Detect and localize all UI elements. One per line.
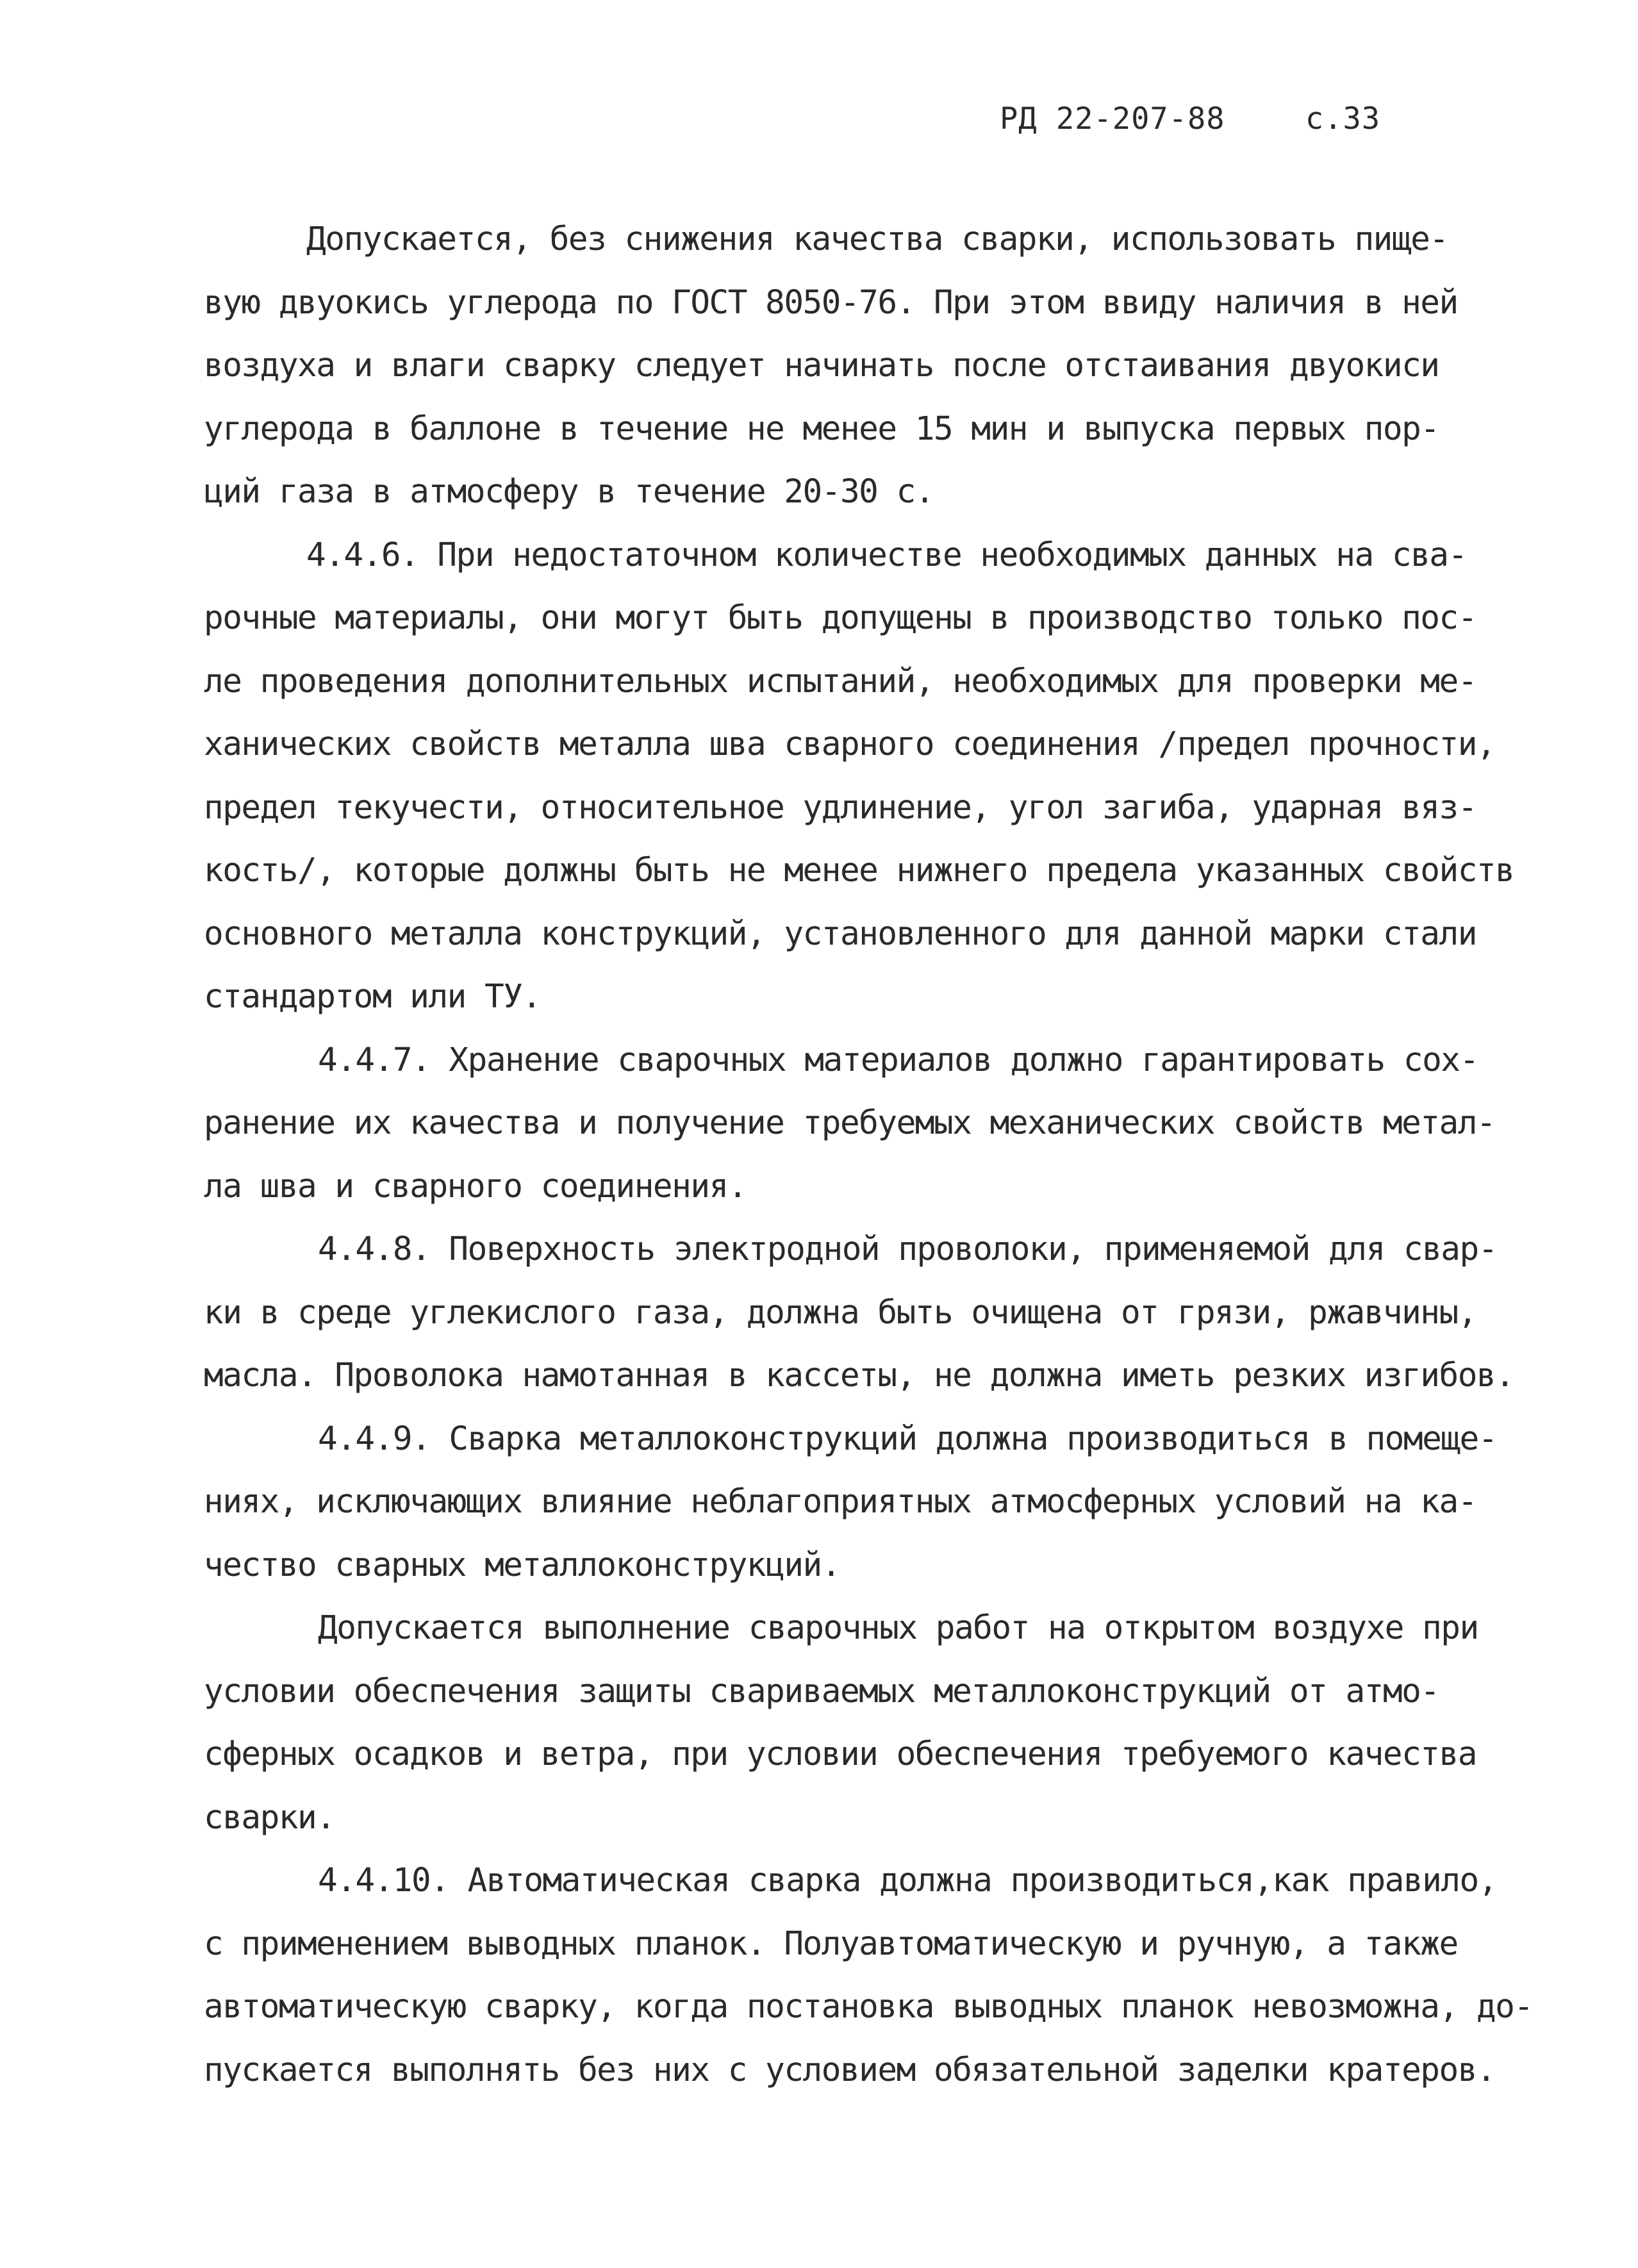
page-number: с.33	[1305, 101, 1381, 137]
text-line: кость/, которые должны быть не менее нижнего предела указанных свойств	[204, 852, 1514, 890]
text-line: стандартом или ТУ.	[204, 978, 541, 1016]
text-line: с применением выводных планок. Полуавтоматическую и ручную, а также	[204, 1924, 1458, 1963]
text-line: основного металла конструкций, установленного для данной марки стали	[204, 915, 1477, 953]
text-line: вую двуокись углерода по ГОСТ 8050-76. При этом ввиду наличия в ней	[204, 283, 1458, 322]
text-line: ниях, исключающих влияние неблагоприятных атмосферных условий на ка-	[204, 1483, 1477, 1521]
text-line: автоматическую сварку, когда постановка выводных планок невозможна, до-	[204, 1988, 1533, 2026]
body-text	[204, 208, 1601, 2102]
text-line: чество сварных металлоконструкций.	[204, 1546, 840, 1584]
text-line: масла. Проволока намотанная в кассеты, не должна иметь резких изгибов.	[204, 1357, 1514, 1395]
text-line: 4.4.10. Автоматическая сварка должна производиться,как правило,	[318, 1862, 1497, 1900]
text-line: сферных осадков и ветра, при условии обеспечения требуемого качества	[204, 1735, 1477, 1773]
text-line: ла шва и сварного соединения.	[204, 1167, 747, 1205]
text-line: ле проведения дополнительных испытаний, необходимых для проверки ме-	[204, 662, 1477, 700]
page-header	[1000, 101, 1380, 137]
text-line: 4.4.7. Хранение сварочных материалов должно гарантировать сох-	[318, 1041, 1478, 1079]
text-line: Допускается выполнение сварочных работ на открытом воздухе при	[318, 1609, 1478, 1647]
text-line: воздуха и влаги сварку следует начинать после отстаивания двуокиси	[204, 347, 1439, 385]
document-code: РД 22-207-88	[1000, 101, 1225, 137]
text-line: Допускается, без снижения качества сварки, использовать пище-	[306, 220, 1448, 258]
text-line: сварки.	[204, 1798, 335, 1837]
text-line: ций газа в атмосферу в течение 20-30 с.	[204, 473, 934, 511]
text-line: пускается выполнять без них с условием обязательной заделки кратеров.	[204, 2051, 1496, 2089]
text-line: условии обеспечения защиты свариваемых металлоконструкций от атмо-	[204, 1672, 1439, 1710]
text-line: 4.4.6. При недостаточном количестве необходимых данных на сва-	[306, 536, 1467, 574]
text-line: ханических свойств металла шва сварного соединения /предел прочности,	[204, 725, 1496, 763]
text-line: 4.4.8. Поверхность электродной проволоки, применяемой для свар-	[318, 1230, 1497, 1268]
text-line: предел текучести, относительное удлинение, угол загиба, ударная вяз-	[204, 788, 1477, 827]
text-line: углерода в баллоне в течение не менее 15 мин и выпуска первых пор-	[204, 410, 1439, 448]
text-line: ки в среде углекислого газа, должна быть очищена от грязи, ржавчины,	[204, 1293, 1477, 1332]
text-line: рочные материалы, они могут быть допущены в производство только пос-	[204, 599, 1477, 637]
text-line: ранение их качества и получение требуемых механических свойств метал-	[204, 1104, 1496, 1142]
text-line: 4.4.9. Сварка металлоконструкций должна производиться в помеще-	[318, 1420, 1497, 1458]
